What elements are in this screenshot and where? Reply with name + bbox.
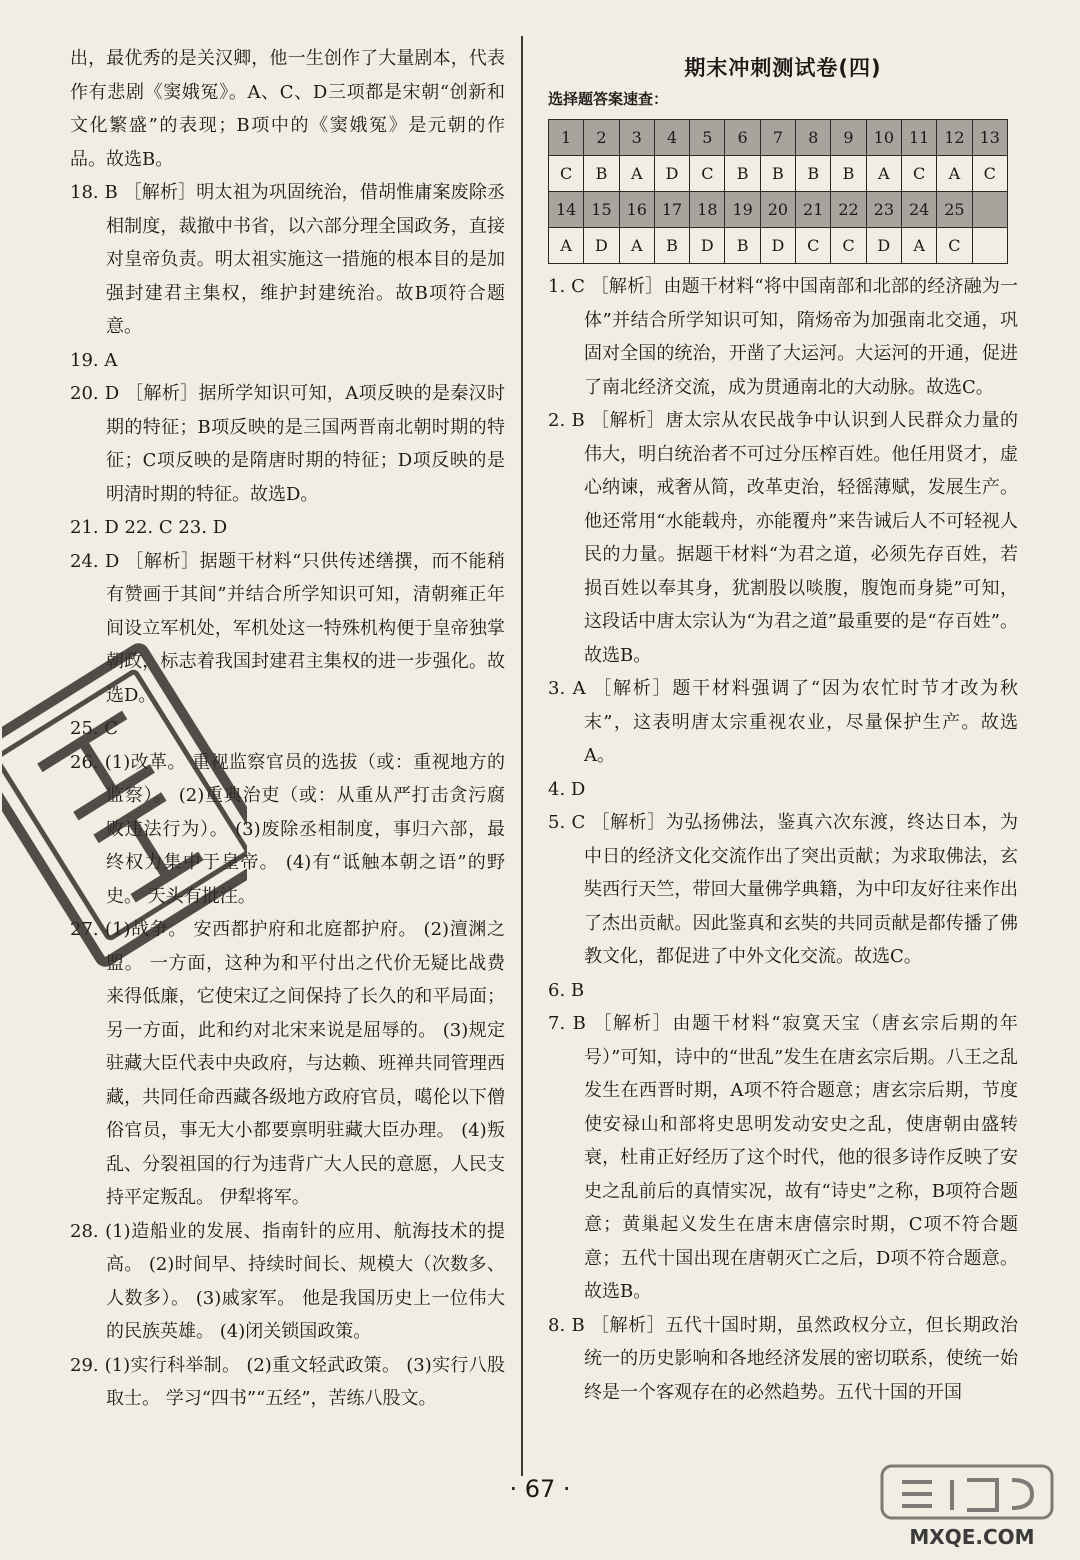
right-paragraphs (548, 270, 1018, 1409)
answer-cell: C (796, 228, 831, 264)
answer-table-number-row (549, 192, 1008, 228)
question-number-cell: 7 (760, 120, 795, 156)
question-number-cell: 11 (901, 120, 936, 156)
left-paragraph: 27. (1)战争。 安西都护府和北庭都护府。 (2)澶渊之盟。 一方面，这种为和平付出之代价无疑比战费来得低廉，它使宋辽之间保持了长久的和平局面；另一方面，此和约对北宋来说是屈辱的。 (3)规定驻藏大臣代表中央政府，与达赖、班禅共同管理西藏，共同任命西藏各级地方政府官员，噶伦以下僧俗官员，事无大小都要禀明驻藏大臣办理。 (4)叛乱、分裂祖国的行为违背广大人民的意愿，人民支持平定叛乱。 伊犁将军。 (70, 919, 505, 1208)
question-number-cell: 16 (619, 192, 654, 228)
answer-cell: B (584, 156, 619, 192)
question-number-cell: 4 (654, 120, 689, 156)
question-number-cell: 9 (831, 120, 866, 156)
answer-cell: C (972, 156, 1007, 192)
question-number-cell: 21 (796, 192, 831, 228)
answer-cell: D (866, 228, 901, 264)
question-number-cell: 20 (760, 192, 795, 228)
question-number-cell: 14 (549, 192, 584, 228)
left-paragraph: 21. D 22. C 23. D (70, 517, 228, 538)
answer-cell: A (549, 228, 584, 264)
question-number-cell (972, 192, 1007, 228)
question-number-cell: 12 (937, 120, 972, 156)
left-paragraph: 28. (1)造船业的发展、指南针的应用、航海技术的提高。 (2)时间早、持续时间长、规模大（次数多、人数多）。 (3)戚家军。 他是我国历史上一位伟大的民族英雄。 (4)闭关锁国政策。 (70, 1220, 505, 1342)
question-number-cell: 22 (831, 192, 866, 228)
page-number: · 67 · (509, 1475, 571, 1503)
watermark-text: MXQE.COM (909, 1525, 1035, 1549)
watermark-logo (872, 1462, 1072, 1552)
answer-cell: A (937, 156, 972, 192)
answer-cell: C (549, 156, 584, 192)
answer-cell: B (796, 156, 831, 192)
question-number-cell: 6 (725, 120, 760, 156)
right-paragraph: 6. B (548, 979, 585, 1001)
left-paragraph: 19. A (70, 349, 118, 371)
question-number-cell: 17 (654, 192, 689, 228)
question-number-cell: 2 (584, 120, 619, 156)
question-number-cell: 10 (866, 120, 901, 156)
left-paragraph: 26. (1)改革。 重视监察官员的选拔（或：重视地方的监察）。 (2)重典治吏（或：从重从严打击贪污腐败违法行为）。 (3)废除丞相制度，事归六部，最终权力集中于皇帝。 (4)有“诋触本朝之语”的野史。 天头有批注。 (70, 751, 505, 907)
stamp-image (2, 640, 247, 970)
answer-cell: B (725, 228, 760, 264)
answer-cell (972, 228, 1007, 264)
answer-cell: D (760, 228, 795, 264)
answer-cell: B (725, 156, 760, 192)
left-paragraph: 出，最优秀的是关汉卿，他一生创作了大量剧本，代表作有悲剧《窦娥冤》。A、C、D三项都是宋朝“创新和文化繁盛”的表现；B项中的《窦娥冤》是元朝的作品。故选B。 (70, 48, 505, 170)
left-paragraph: 25. C (70, 718, 119, 739)
answer-table (548, 119, 1008, 264)
question-number-cell: 1 (549, 120, 584, 156)
right-paragraph: 2. B ［解析］唐太宗从农民战争中认识到人民群众力量的伟大，明白统治者不可过分压榨百姓。他任用贤才，虚心纳谏，戒奢从简，改革吏治，轻徭薄赋，发展生产。他还常用“水能载舟，亦能覆舟”来告诫后人不可轻视人民的力量。据题干材料“为君之道，必须先存百姓，若损百姓以奉其身，犹割股以啖腹，腹饱而身毙”可知，这段话中唐太宗认为“为君之道”最重要的是“存百姓”。故选B。 (548, 410, 1018, 666)
column-divider (521, 36, 523, 1476)
right-paragraph: 3. A ［解析］题干材料强调了“因为农忙时节才改为秋末”，这表明唐太宗重视农业，尽量保护生产。故选A。 (548, 678, 1018, 766)
right-paragraph: 4. D (548, 778, 586, 800)
answer-cell: D (654, 156, 689, 192)
answer-cell: C (831, 228, 866, 264)
question-number-cell: 19 (725, 192, 760, 228)
answer-table-answer-row (549, 228, 1008, 264)
right-paragraph: 5. C ［解析］为弘扬佛法，鉴真六次东渡，终达日本，为中日的经济文化交流作出了突出贡献；为求取佛法，玄奘西行天竺，带回大量佛学典籍，为中印友好往来作出了杰出贡献。因此鉴真和玄奘的共同贡献是都传播了佛教文化，都促进了中外文化交流。故选C。 (548, 812, 1018, 967)
left-paragraph: 20. D ［解析］据所学知识可知，A项反映的是秦汉时期的特征；B项反映的是三国两晋南北朝时期的特征；C项反映的是隋唐时期的特征；D项反映的是明清时期的特征。故选D。 (70, 383, 505, 505)
answer-cell: B (654, 228, 689, 264)
answer-cell: B (760, 156, 795, 192)
question-number-cell: 15 (584, 192, 619, 228)
right-paragraph: 1. C ［解析］由题干材料“将中国南部和北部的经济融为一体”并结合所学知识可知，隋炀帝为加强南北交通，巩固对全国的统治，开凿了大运河。大运河的开通，促进了南北经济交流，成为贯通南北的大动脉。故选C。 (548, 276, 1018, 398)
answer-cell: A (619, 228, 654, 264)
left-paragraph: 29. (1)实行科举制。 (2)重文轻武政策。 (3)实行八股取士。 学习“四书”“五经”，苦练八股文。 (70, 1354, 505, 1409)
answer-cell: C (901, 156, 936, 192)
question-number-cell: 18 (690, 192, 725, 228)
right-paragraph: 7. B ［解析］由题干材料“寂寞天宝（唐玄宗后期的年号）”可知，诗中的“世乱”发生在唐玄宗后期。八王之乱发生在西晋时期，A项不符合题意；唐玄宗后期，节度使安禄山和部将史思明发动安史之乱，使唐朝由盛转衰，杜甫正好经历了这个时代，他的很多诗作反映了安史之乱前后的真情实况，故有“诗史”之称，B项符合题意；黄巢起义发生在唐末唐僖宗时期，C项不符合题意；五代十国出现在唐朝灭亡之后，D项不符合题意。故选B。 (548, 1013, 1018, 1302)
answer-cell: A (619, 156, 654, 192)
exam-title: 期末冲刺测试卷(四) (684, 56, 882, 80)
left-paragraph: 24. D ［解析］据题干材料“只供传述缮撰，而不能稍有赞画于其间”并结合所学知识可知，清朝雍正年间设立军机处，军机处这一特殊机构便于皇帝独掌朝政，标志着我国封建君主集权的进一步强化。故选D。 (70, 550, 505, 706)
question-number-cell: 13 (972, 120, 1007, 156)
right-column (548, 52, 1018, 1409)
question-number-cell: 3 (619, 120, 654, 156)
answer-cell: A (901, 228, 936, 264)
answer-table-number-row (549, 120, 1008, 156)
answer-cell: D (584, 228, 619, 264)
answer-cell: C (690, 156, 725, 192)
answer-quick-check-label: 选择题答案速查： (548, 90, 669, 108)
answer-cell: A (866, 156, 901, 192)
left-paragraph: 18. B ［解析］明太祖为巩固统治，借胡惟庸案废除丞相制度，裁撤中书省，以六部分理全国政务，直接对皇帝负责。明太祖实施这一措施的根本目的是加强封建君主集权，维护封建统治。故B项符合题意。 (70, 182, 505, 337)
question-number-cell: 24 (901, 192, 936, 228)
answer-cell: D (690, 228, 725, 264)
question-number-cell: 25 (937, 192, 972, 228)
answer-cell: C (937, 228, 972, 264)
answer-table-answer-row (549, 156, 1008, 192)
question-number-cell: 8 (796, 120, 831, 156)
question-number-cell: 23 (866, 192, 901, 228)
question-number-cell: 5 (690, 120, 725, 156)
right-paragraph: 8. B ［解析］五代十国时期，虽然政权分立，但长期政治统一的历史影响和各地经济发展的密切联系，使统一始终是一个客观存在的必然趋势。五代十国的开国 (548, 1314, 1018, 1403)
answer-cell: B (831, 156, 866, 192)
